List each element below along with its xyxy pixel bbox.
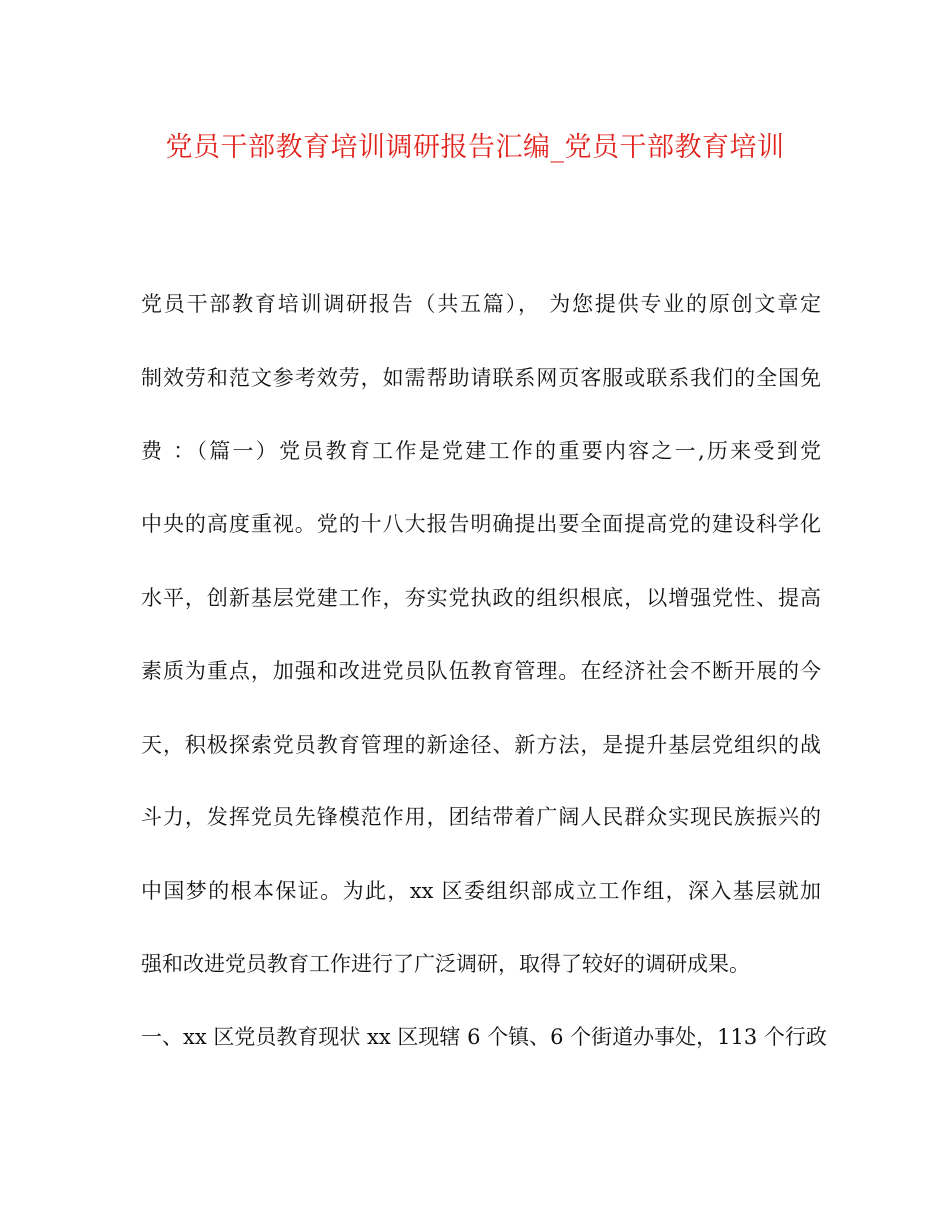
body-line-1: 党员干部教育培训调研报告（共五篇）， 为您提供专业的原创文章定 bbox=[141, 292, 821, 316]
document-title: 党员干部教育培训调研报告汇编_党员干部教育培训 bbox=[165, 132, 785, 163]
body-line-7: 天，积极探索党员教育管理的新途径、新方法，是提升基层党组织的战 bbox=[141, 733, 821, 757]
body-line-8: 斗力，发挥党员先锋模范作用，团结带着广阔人民群众实现民族振兴的 bbox=[141, 805, 821, 829]
body-line-10: 强和改进党员教育工作进行了广泛调研，取得了较好的调研成果。 bbox=[141, 952, 750, 976]
body-line-3: 费 ：（篇一）党员教育工作是党建工作的重要内容之一,历来受到党 bbox=[141, 439, 821, 463]
body-line-5: 水平，创新基层党建工作，夯实党执政的组织根底，以增强党性、提高 bbox=[141, 586, 821, 610]
body-line-4: 中央的高度重视。党的十八大报告明确提出要全面提高党的建设科学化 bbox=[141, 512, 821, 536]
body-line-6: 素质为重点，加强和改进党员队伍教育管理。在经济社会不断开展的今 bbox=[141, 659, 821, 683]
body-line-2: 制效劳和范文参考效劳，如需帮助请联系网页客服或联系我们的全国免 bbox=[141, 366, 821, 390]
body-line-9: 中国梦的根本保证。为此，xx 区委组织部成立工作组，深入基层就加 bbox=[141, 879, 821, 903]
body-line-11: 一、xx 区党员教育现状 xx 区现辖 6 个镇、6 个街道办事处，113 个行政 bbox=[141, 1025, 827, 1049]
